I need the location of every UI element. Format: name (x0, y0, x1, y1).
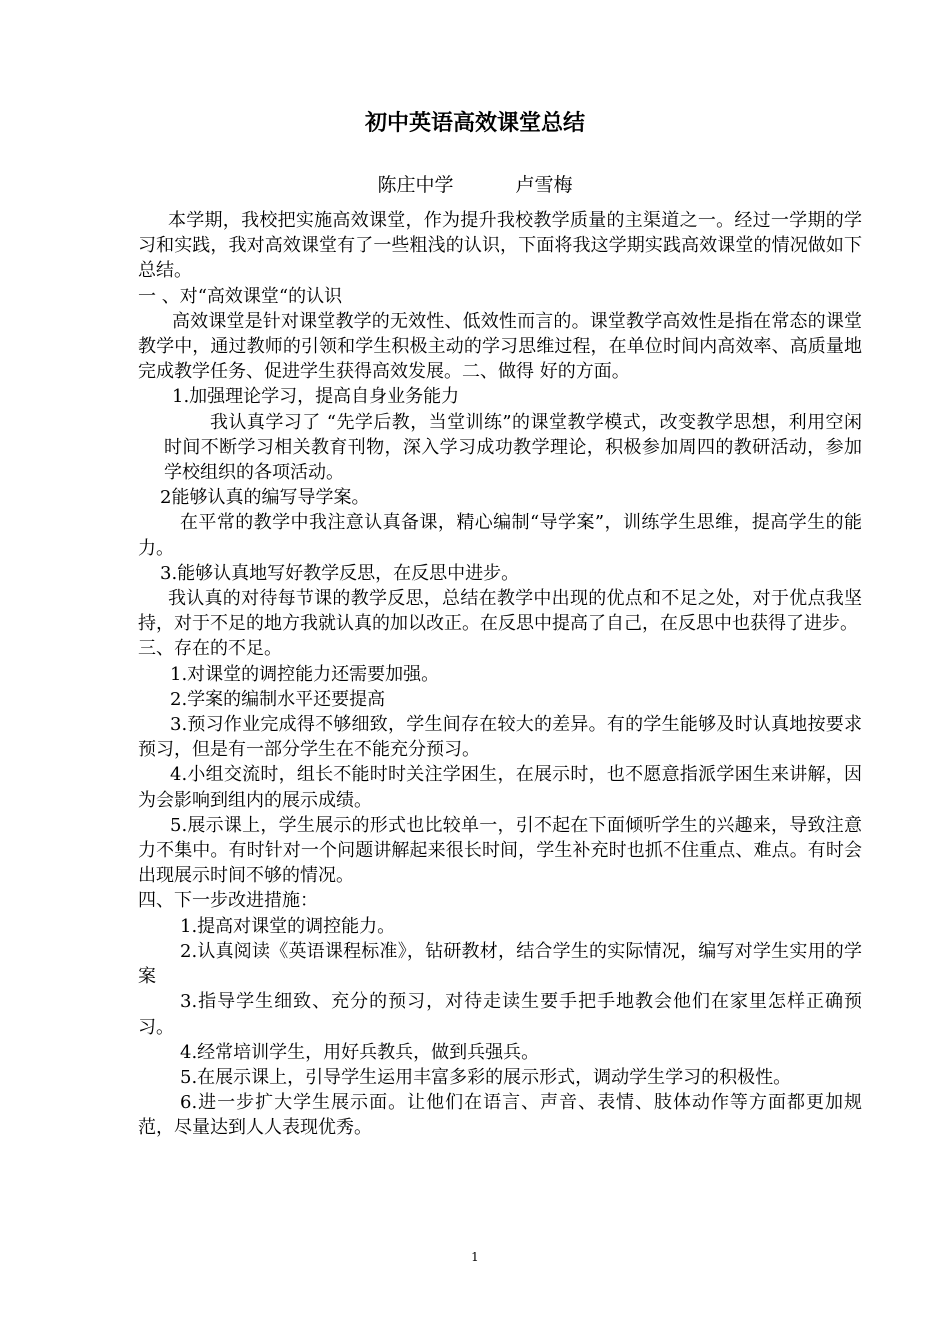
subheading: 3.能够认真地写好教学反思，在反思中进步。 (160, 562, 520, 584)
subheading: 1.加强理论学习，提高自身业务能力 (172, 386, 460, 408)
section-heading-1: 一 、对“高效课堂“的认识 (138, 285, 343, 307)
paragraph: 我认真的对待每节课的教学反思，总结在教学中出现的优点和不足之处，对于优点我坚持，对于不足的地方我就认真的加以改正。在反思中提高了自己，在反思中也获得了进步。 (138, 588, 862, 635)
author-line (0, 170, 950, 197)
section-heading-4: 四、下一步改进措施： (138, 890, 318, 912)
list-item: 4.小组交流时，组长不能时时关注学困生，在展示时，也不愿意指派学困生来讲解，因为会影响到组内的展示成绩。 (138, 764, 862, 811)
paragraph: 高效课堂是针对课堂教学的无效性、低效性而言的。课堂教学高效性是指在常态的课堂教学中，通过教师的引领和学生积极主动的学习思维过程，在单位时间内高效率、高质量地完成教学任务、促进学生获得高效发展。二、做得 好的方面。 (138, 310, 862, 383)
document-body (138, 208, 862, 1141)
list-item: 2.学案的编制水平还要提高 (170, 688, 386, 710)
list-item: 5.展示课上，学生展示的形式也比较单一，引不起在下面倾听学生的兴趣来，导致注意力不集中。有时针对一个问题讲解起来很长时间，学生补充时也抓不住重点、难点。有时会出现展示时间不够的情况。 (138, 814, 862, 887)
list-item: 3.预习作业完成得不够细致，学生间存在较大的差异。有的学生能够及时认真地按要求预习，但是有一部分学生在不能充分预习。 (138, 714, 862, 761)
author-school: 陈庄中学 (377, 174, 454, 196)
list-item: 6.进一步扩大学生展示面。让他们在语言、声音、表情、肢体动作等方面都更加规范，尽量达到人人表现优秀。 (138, 1092, 862, 1139)
list-item: 5.在展示课上，引导学生运用丰富多彩的展示形式，调动学生学习的积极性。 (180, 1066, 792, 1088)
list-item: 4.经常培训学生，用好兵教兵，做到兵强兵。 (180, 1041, 540, 1063)
author-name: 卢雪梅 (515, 174, 573, 196)
list-item: 2.认真阅读《英语课程标准》，钻研教材，结合学生的实际情况，编写对学生实用的学案 (138, 940, 862, 988)
intro-paragraph: 本学期，我校把实施高效课堂，作为提升我校教学质量的主渠道之一。经过一学期的学习和实践，我对高效课堂有了一些粗浅的认识，下面将我这学期实践高效课堂的情况做如下总结。 (138, 210, 862, 282)
subheading: 2能够认真的编写导学案。 (160, 487, 370, 509)
paragraph: 我认真学习了 “先学后教，当堂训练”的课堂教学模式，改变教学思想，利用空闲时间不断学习相关教育刊物，深入学习成功教学理论，积极参加周四的教研活动，参加学校组织的各项活动。 (164, 411, 862, 484)
list-item: 1.对课堂的调控能力还需要加强。 (170, 663, 440, 685)
list-item: 1.提高对课堂的调控能力。 (180, 915, 396, 937)
list-item: 3.指导学生细致、充分的预习，对待走读生要手把手地教会他们在家里怎样正确预习。 (138, 991, 862, 1038)
page-number: 1 (471, 1250, 479, 1264)
section-heading-3: 三、存在的不足。 (138, 638, 282, 660)
paragraph: 在平常的教学中我注意认真备课，精心编制“导学案”，训练学生思维，提高学生的能力。 (138, 512, 862, 559)
document-title: 初中英语高效课堂总结 (364, 110, 585, 136)
